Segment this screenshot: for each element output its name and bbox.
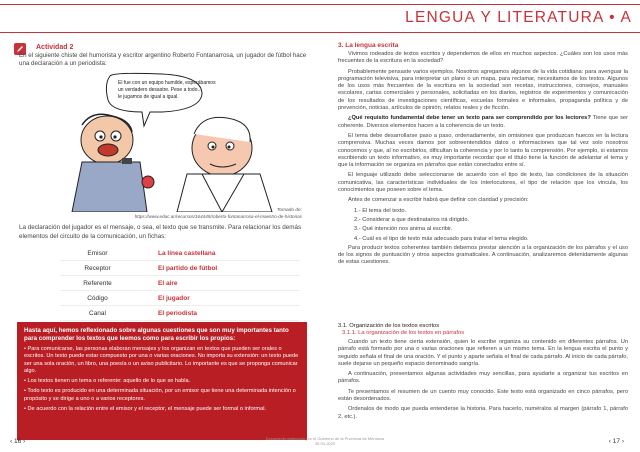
paragraph: Ordenalos de modo que pueda entenderse la historia. Para hacerlo, numéralos al margen (párrafo 1, párrafo 2, etc.). — [338, 406, 628, 420]
page-number-left: ‹ 16 › — [10, 438, 26, 445]
list-item: 1.- El tema del texto. — [354, 207, 407, 214]
paragraph: Probablemente pensaste varios ejemplos. Nosotros agregamos algunos de la vida cotidiana: para averiguar la programación televisiva, para interpretar un plano o un mapa, para reclamar, necesitamos de los textos. Algunos de los usos más frecuentes de la escritura en la sociedad son recetas, instrucciones, consejos, manuales escolares, cartas comerciales y personales, solicitadas en los diarios, registros de experimentos y comunicación de los resultados de investigaciones científicas, escuelas formales e informales, propaganda política y de prevención, noticias, artículos de opinión, relatos reales y de ficción. — [338, 68, 628, 112]
summary-item: • Para comunicarse, las personas elaboran mensajes y los organizan en textos que pueden ser orales o escritos. Un texto puede estar compuesto por una o varias oraciones. No importa su extensión: un texto puede ser una sola oración, un libro, una poesía o un aviso publicitario. Lo importante es que se proponga comunicar algo. — [24, 346, 299, 374]
element-row — [60, 246, 300, 261]
subhead-2: 3.1.1. La organización de los textos en párrafos — [342, 330, 465, 336]
list-item: 3.- Qué intención nos anima al escribir. — [354, 226, 453, 233]
svg-text:le jugamos de igual a igual.: le jugamos de igual a igual. — [118, 94, 179, 100]
question-paragraph — [338, 115, 628, 130]
subhead-1: 3.1. Organización de los textos escritos — [338, 323, 440, 329]
section-body — [338, 51, 628, 270]
summary-item: • Los textos tienen un tema o referente: aquello de lo que se habla. — [24, 378, 191, 385]
question-answer: Tiene que ser coherente. Diversos elementos hacen a la coherencia de un texto. — [338, 115, 628, 129]
paragraph: Te presentamos el resumen de un cuento muy conocido. Este texto está organizado en cinco párrafos, pero están desordenados. — [338, 388, 628, 403]
activity-title: Actividad 2 — [36, 44, 74, 51]
declaration-text: La declaración del jugador es el mensaje, o sea, el texto que se transmite. Para relacionar los demás elementos del circuito de la comunicación, un fichas: — [19, 224, 302, 240]
element-row — [60, 306, 300, 321]
footer — [240, 436, 410, 446]
element-value: El jugador — [158, 294, 190, 302]
elements-table — [60, 246, 300, 321]
list-item: 2.- Considerar a que destinatarios irá dirigido. — [354, 216, 470, 223]
page-number-value: 17 — [612, 438, 621, 445]
paragraph: Vivimos rodeados de textos escritos y dependemos de ellos en muchos aspectos. ¿Cuáles son los usos más frecuentes de la escritura en la sociedad? — [338, 51, 628, 65]
summary-title: Hasta aquí, hemos reflexionado sobre algunas cuestiones que son muy importantes tanto para comprender los textos que leemos como para escribir los propios: — [24, 327, 289, 342]
element-name: Canal — [89, 309, 106, 317]
element-value: La línea castellana — [158, 249, 216, 257]
element-name: Receptor — [84, 264, 111, 272]
paragraph: Cuando un texto tiene cierta extensión, quien lo escribe organiza su contenido en diferentes párrafos. Un párrafo está formado por una o varias oraciones que refieren a un mismo tema. En la lengua escrita el punto y seguido señala el final de una oración. Y el punto y aparte señala el final de cada párrafo. Al inicio de cada párrafo, suele dejarse un pequeño espacio denominado sangría. — [338, 339, 628, 367]
summary-item: • De acuerdo con la relación entre el emisor y el receptor, el mensaje puede ser formal o informal. — [24, 406, 266, 413]
element-name: Referente — [83, 279, 112, 287]
paragraph: El tema debe desarrollarse paso a paso, ordenadamente, sin omisiones que produzcan huecos en la lectura comprensiva. Muchas veces damos por sobreentendidos datos o informaciones que tal vez solo nosotros conocemos y que, al no escribirlos, dificultan la coherencia y por lo tanto la comprensión. Por ejemplo, si estamos escribiendo un texto informativo, es muy importante recordar que el título tiene la función de adelantar el tema y que la información se organiza en párrafos que están conectados entre sí. — [338, 132, 628, 169]
paragraph: Para producir textos coherentes también debemos prestar atención a la organización de los párrafos y el uso de los signos de puntuación y otros aspectos gramaticales. A continuación, analizaremos detenidamente algunas de estas cuestiones. — [338, 244, 628, 266]
svg-text:un verdadero desastre. Pese a: un verdadero desastre. Pese a todo... — [118, 87, 202, 93]
summary-item: • Todo texto es producido en una determinada situación, por un emisor que tiene una determinada intención o propósito y se dirige a uno o a varios receptores. — [24, 388, 296, 402]
element-row — [60, 261, 300, 276]
element-name: Emisor — [87, 249, 108, 257]
svg-text:El fue con un equipo humilde,: El fue con un equipo humilde, esperábamos — [118, 80, 216, 86]
header-rule-left — [0, 32, 320, 33]
list-item: 4.- Cuál es el tipo de texto más adecuado para tratar el tema elegido. — [354, 235, 529, 242]
subsection-body — [338, 339, 628, 424]
credit-url: https://www.educ.ar/recursos/164445/roberto-fontanarrosa-el-maestro-de-historias — [134, 214, 302, 219]
element-value: El aire — [158, 279, 178, 287]
summary-box — [17, 322, 307, 440]
header-title: LENGUA Y LITERATURA • A — [405, 9, 632, 26]
element-value: El partido de fútbol — [158, 264, 218, 272]
paragraph: A continuación, presentamos algunas actividades muy sencillas, para ayudarte a organizar tus escritos en párrafos. — [338, 371, 628, 385]
paragraph: Antes de comenzar a escribir habrá que definir con claridad y precisión: — [348, 197, 529, 204]
element-name: Código — [87, 294, 108, 302]
paragraph: El lenguaje utilizado debe seleccionarse de acuerdo con el tipo de texto, las condiciones de la situación comunicativa, las características individuales de los interlocutores, el tipo de relación que los vincula, los conocimientos que poseen sobre el tema. — [338, 172, 628, 194]
element-row — [60, 276, 300, 291]
footer-line-1: Documento elaborado por el Gobierno de la Provincia de Mendoza — [265, 436, 385, 441]
question-text: ¿Qué requisito fundamental debe tener un texto para ser comprendido por los lectores? — [348, 115, 591, 122]
summary-item-text: Los textos tienen un tema o referente: aquello de lo que se habla. — [27, 378, 191, 385]
section-title: 3. La lengua escrita — [338, 42, 399, 49]
page-number-value: 16 — [13, 438, 22, 445]
element-value: El periodista — [158, 309, 198, 317]
credit-label: Tomado de: — [276, 208, 302, 213]
summary-item-text: De acuerdo con la relación entre el emisor y el receptor, el mensaje puede ser formal o informal. — [27, 406, 266, 413]
right-page — [320, 0, 640, 452]
footer-line-2: 30-03-2020 — [314, 441, 336, 446]
element-row — [60, 291, 300, 306]
summary-item-text: Para comunicarse, las personas elaboran mensajes y los organizan en textos que pueden ser orales o escritos. Un texto puede estar compuesto por una o varias oraciones. No importa su extensión: un texto puede ser una sola oración, un libro, una poesía o un aviso publicitario. Lo importante es que se proponga comunicar algo. — [24, 346, 299, 374]
page-number-right: ‹ 17 › — [608, 438, 624, 445]
header-rule-right — [320, 32, 640, 33]
subsection-heading — [338, 323, 464, 337]
activity-text: En el siguiente chiste del humorista y escritor argentino Roberto Fontanarrosa, un jugador de fútbol hace una declaración a un periodista: — [19, 52, 307, 67]
summary-item-text: Todo texto es producido en una determinada situación, por un emisor que tiene una determinada intención o propósito y se dirige a uno o a varios receptores. — [24, 388, 296, 402]
cartoon-image — [52, 70, 287, 212]
